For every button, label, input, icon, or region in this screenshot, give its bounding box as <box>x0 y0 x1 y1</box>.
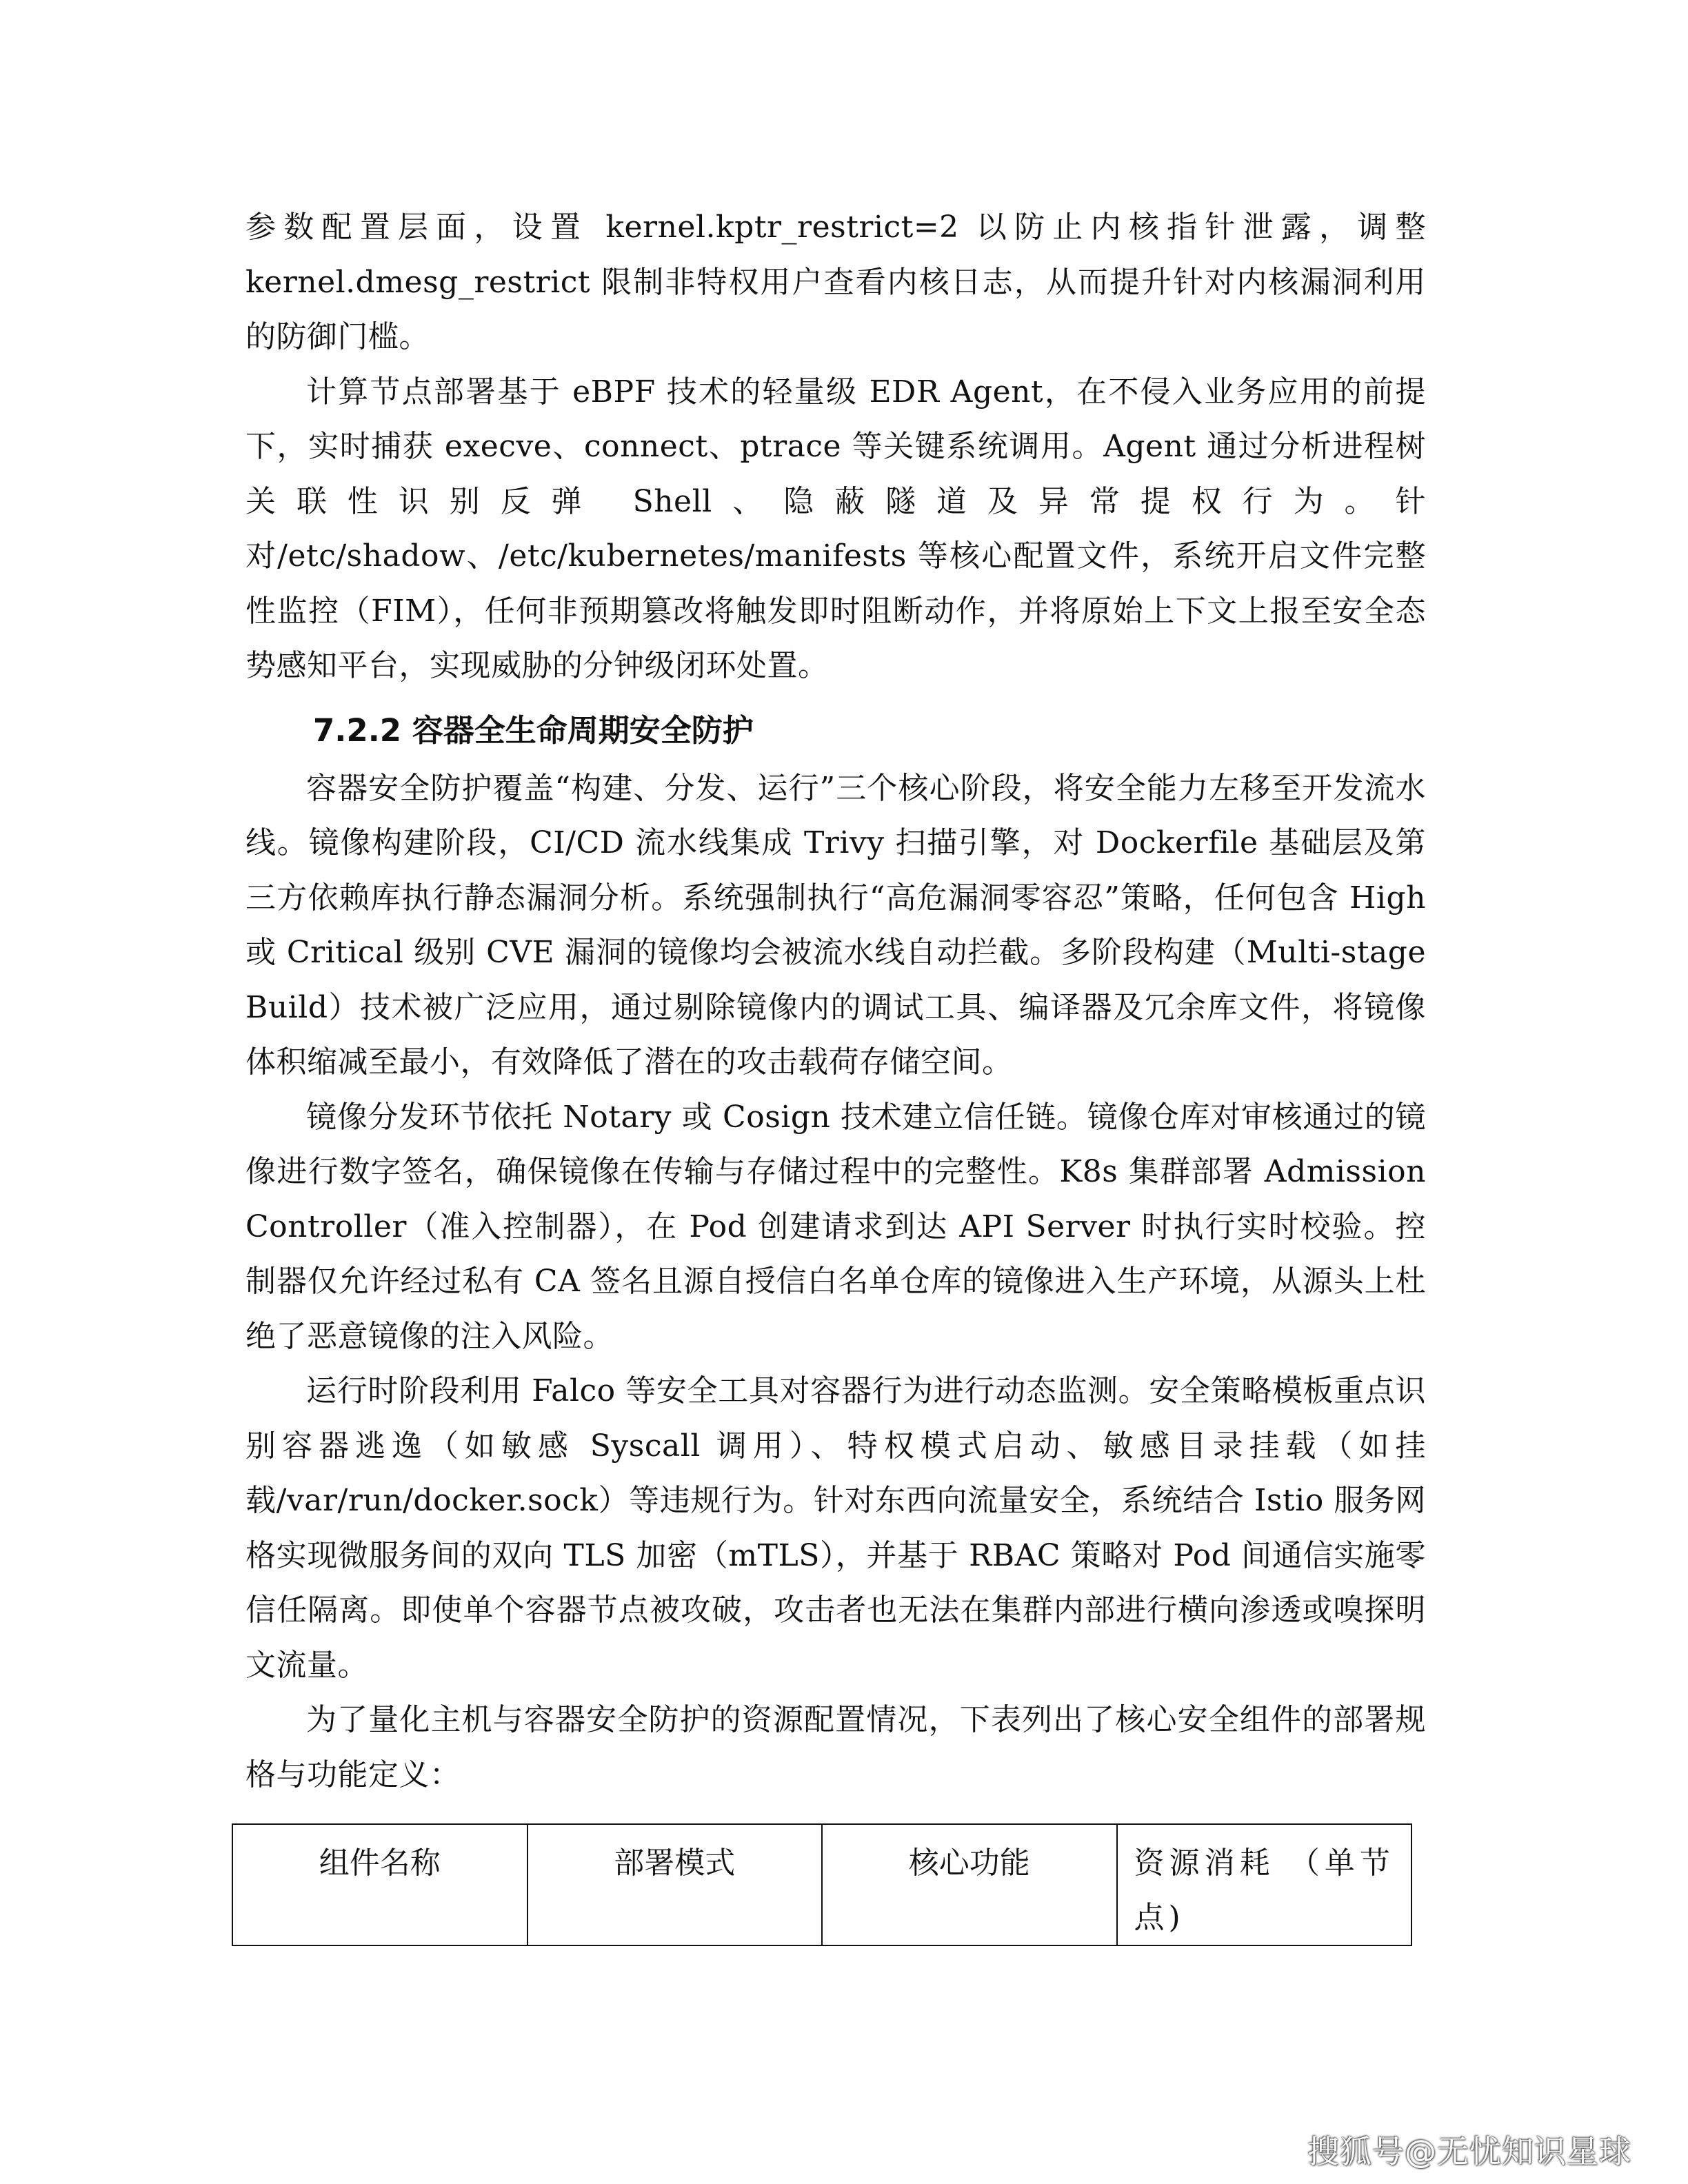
table-header-core-function: 核心功能 <box>822 1824 1117 1945</box>
component-spec-table <box>232 1823 1412 1946</box>
document-body <box>245 200 1426 1802</box>
paragraph-table-intro: 为了量化主机与容器安全防护的资源配置情况，下表列出了核心安全组件的部署规格与功能定义： <box>245 1702 1426 1792</box>
paragraph-image-distribution: 镜像分发环节依托 Notary 或 Cosign 技术建立信任链。镜像仓库对审核通过的镜像进行数字签名，确保镜像在传输与存储过程中的完整性。K8s 集群部署 Admission Controller（准入控制器），在 Pod 创建请求到达 API Server 时执行实时校验。控制器仅允许经过私有 CA 签名且源自授信白名单仓库的镜像进入生产环境，从源头上杜绝了恶意镜像的注入风险。 <box>245 1099 1426 1354</box>
table-header-resource-usage: 资源消耗 （单节点) <box>1117 1824 1412 1945</box>
watermark: 搜狐号@无忧知识星球 <box>1307 2133 1631 2170</box>
table-header-deploy-mode: 部署模式 <box>528 1824 823 1945</box>
paragraph-edr-agent: 计算节点部署基于 eBPF 技术的轻量级 EDR Agent，在不侵入业务应用的前提下，实时捕获 execve、connect、ptrace 等关键系统调用。Agent 通过分析进程树关联性识别反弹 Shell、隐蔽隧道及异常提权行为。针对/etc/shadow、/etc/kubernetes/manifests 等核心配置文件，系统开启文件完整性监控（FIM），任何非预期篡改将触发即时阻断动作，并将原始上下文上报至安全态势感知平台，实现威胁的分钟级闭环处置。 <box>245 374 1426 683</box>
table-header-row <box>232 1824 1411 1945</box>
paragraph-kernel-params: 参数配置层面，设置 kernel.kptr_restrict=2 以防止内核指针泄露，调整 kernel.dmesg_restrict 限制非特权用户查看内核日志，从而提升针对内核漏洞利用的防御门槛。 <box>245 210 1426 354</box>
paragraph-container-build: 容器安全防护覆盖“构建、分发、运行”三个核心阶段，将安全能力左移至开发流水线。镜像构建阶段，CI/CD 流水线集成 Trivy 扫描引擎，对 Dockerfile 基础层及第三方依赖库执行静态漏洞分析。系统强制执行“高危漏洞零容忍”策略，任何包含 High 或 Critical 级别 CVE 漏洞的镜像均会被流水线自动拦截。多阶段构建（Multi-stage Build）技术被广泛应用，通过剔除镜像内的调试工具、编译器及冗余库文件，将镜像体积缩减至最小，有效降低了潜在的攻击载荷存储空间。 <box>245 770 1426 1080</box>
section-heading: 7.2.2 容器全生命周期安全防护 <box>313 711 754 749</box>
table-header-component-name: 组件名称 <box>232 1824 528 1945</box>
paragraph-runtime: 运行时阶段利用 Falco 等安全工具对容器行为进行动态监测。安全策略模板重点识别容器逃逸（如敏感 Syscall 调用）、特权模式启动、敏感目录挂载（如挂载/var/run/docker.sock）等违规行为。针对东西向流量安全，系统结合 Istio 服务网格实现微服务间的双向 TLS 加密（mTLS），并基于 RBAC 策略对 Pod 间通信实施零信任隔离。即使单个容器节点被攻破，攻击者也无法在集群内部进行横向渗透或嗅探明文流量。 <box>245 1373 1426 1683</box>
